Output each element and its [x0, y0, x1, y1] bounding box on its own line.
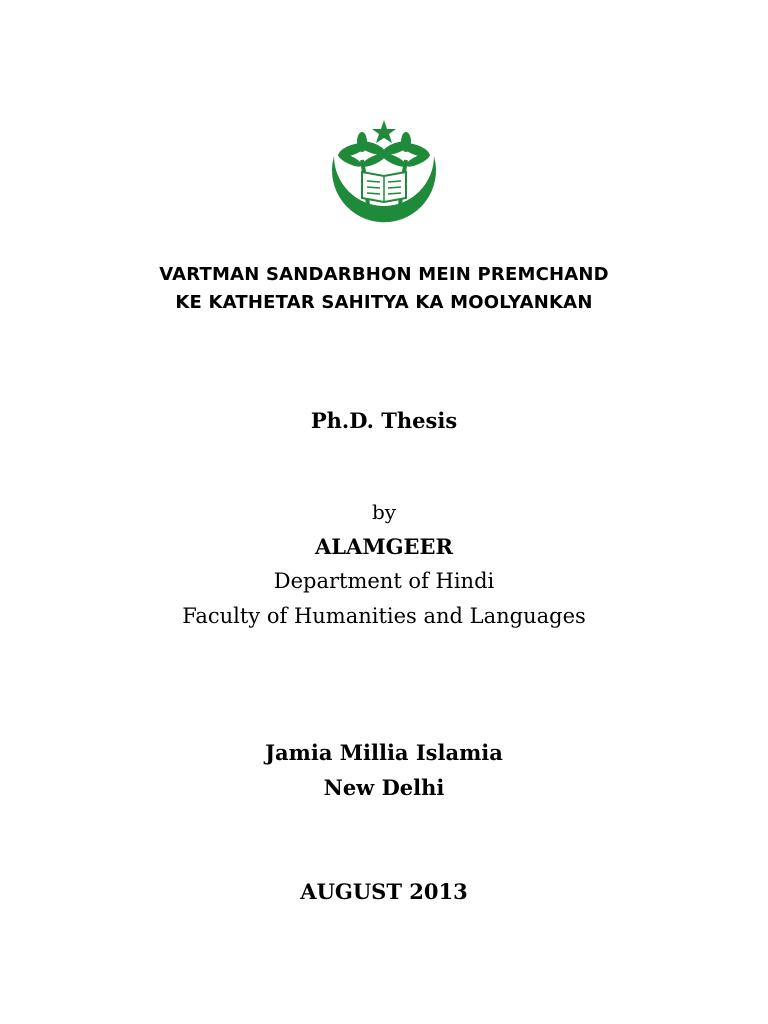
faculty-name: Faculty of Humanities and Languages: [182, 604, 586, 628]
submission-date: AUGUST 2013: [300, 879, 468, 904]
by-label: by: [371, 500, 397, 524]
institution-name: Jamia Millia Islamia: [265, 740, 503, 765]
open-book-shape: [362, 172, 406, 202]
degree-label: Ph.D. Thesis: [310, 408, 458, 433]
author-name: ALAMGEER: [315, 534, 453, 559]
thesis-title-line-1: VARTMAN SANDARBHON MEIN PREMCHAND: [159, 264, 609, 285]
jamia-millia-islamia-emblem-icon: [318, 110, 450, 242]
city-name: New Delhi: [323, 775, 445, 800]
star-shape: [372, 120, 396, 143]
department-name: Department of Hindi: [273, 569, 495, 593]
thesis-title-line-2: KE KATHETAR SAHITYA KA MOOLYANKAN: [175, 292, 593, 313]
